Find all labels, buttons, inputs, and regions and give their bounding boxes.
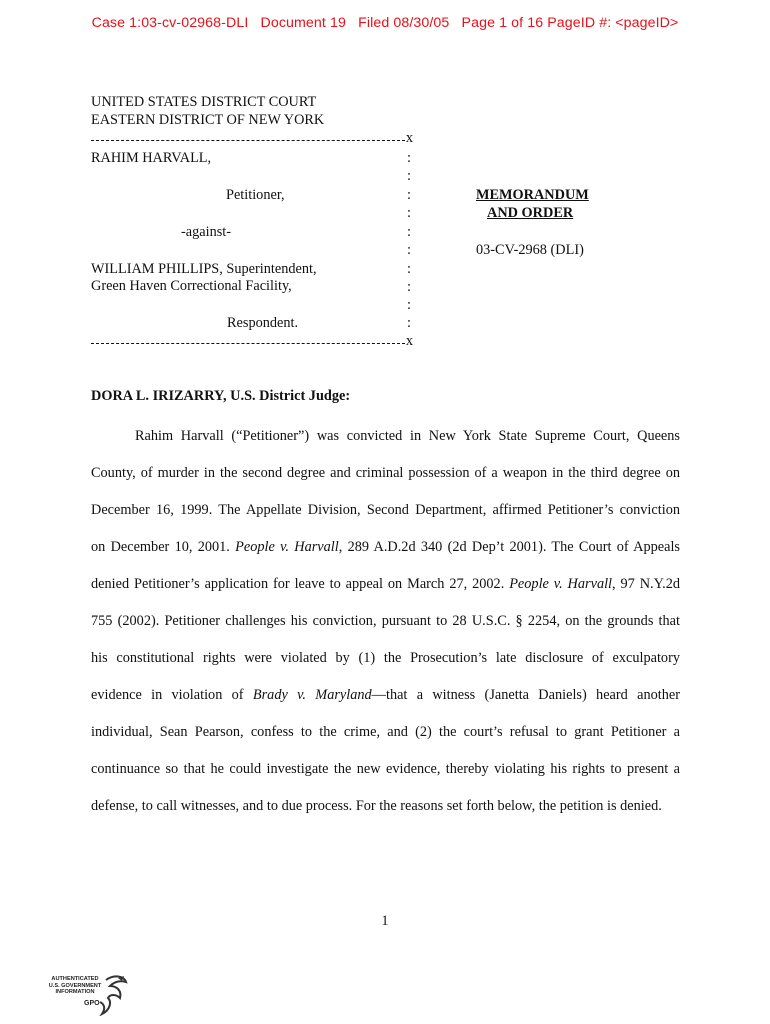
docket-number: 03-CV-2968 (DLI) bbox=[476, 242, 584, 258]
paragraph-line: individual, Sean Pearson, confess to the crime, and (2) the court’s refusal to grant Petitioner a bbox=[91, 724, 680, 740]
caption-colon: : bbox=[407, 150, 411, 166]
page-number: 1 bbox=[381, 913, 389, 929]
paragraph-line: County, of murder in the second degree and criminal possession of a weapon in the third degree on bbox=[91, 465, 680, 481]
respondent-role: Respondent. bbox=[227, 315, 299, 331]
opinion-paragraph bbox=[91, 426, 680, 833]
caption-colon: : bbox=[407, 315, 411, 331]
document-title-line1: MEMORANDUM bbox=[476, 187, 589, 203]
petitioner-role: Petitioner, bbox=[226, 187, 285, 203]
case-citation: People v. Harvall bbox=[235, 539, 339, 555]
caption-bottom-x: x bbox=[405, 336, 413, 349]
court-name-line1: UNITED STATES DISTRICT COURT bbox=[91, 94, 317, 110]
caption-colon: : bbox=[407, 187, 411, 203]
paragraph-line: denied Petitioner’s application for leave to appeal on March 27, 2002. People v. Harvall, 97 N.Y.2d bbox=[91, 576, 680, 592]
case-citation: Brady v. Maryland bbox=[252, 687, 372, 703]
caption-top-rule bbox=[91, 133, 413, 147]
caption-colon: : bbox=[407, 205, 411, 221]
paragraph-line: Rahim Harvall (“Petitioner”) was convicted in New York State Supreme Court, Queens bbox=[135, 428, 680, 444]
paragraph-line: 755 (2002). Petitioner challenges his conviction, pursuant to 28 U.S.C. § 2254, on the grounds that bbox=[91, 613, 680, 629]
petitioner-name: RAHIM HARVALL, bbox=[91, 150, 212, 166]
caption-colon: : bbox=[407, 261, 411, 277]
paragraph-line: continuance so that he could investigate the new evidence, thereby violating his rights to present a bbox=[91, 761, 680, 777]
paragraph-line: evidence in violation of Brady v. Maryland—that a witness (Janetta Daniels) heard another bbox=[91, 687, 680, 703]
respondent-name-line1: WILLIAM PHILLIPS, Superintendent, bbox=[91, 261, 317, 277]
caption-colon: : bbox=[407, 242, 411, 258]
caption-colon: : bbox=[407, 224, 411, 240]
caption-top-x: x bbox=[405, 133, 413, 146]
judge-heading: DORA L. IRIZARRY, U.S. District Judge: bbox=[91, 388, 351, 404]
eagle-icon bbox=[44, 972, 134, 1016]
gpo-authentication-logo bbox=[44, 972, 134, 1016]
caption-colon: : bbox=[407, 297, 411, 313]
respondent-name-line2: Green Haven Correctional Facility, bbox=[91, 278, 292, 294]
gpo-logo-text: AUTHENTICATED U.S. GOVERNMENT INFORMATION bbox=[48, 976, 102, 995]
against-label: -against- bbox=[181, 224, 232, 240]
case-citation: People v. Harvall bbox=[509, 576, 613, 592]
document-title-line2: AND ORDER bbox=[487, 205, 574, 221]
caption-colon: : bbox=[407, 279, 411, 295]
gpo-mark: GPO bbox=[84, 1000, 100, 1007]
paragraph-line: on December 10, 2001. People v. Harvall, 289 A.D.2d 340 (2d Dep’t 2001). The Court of Appeals bbox=[91, 539, 680, 555]
court-name-line2: EASTERN DISTRICT OF NEW YORK bbox=[91, 112, 325, 128]
caption-colon: : bbox=[407, 168, 411, 184]
paragraph-line: December 16, 1999. The Appellate Division, Second Department, affirmed Petitioner’s conviction bbox=[91, 502, 680, 518]
paragraph-line: defense, to call witnesses, and to due process. For the reasons set forth below, the petition is denied. bbox=[91, 798, 662, 814]
paragraph-line: his constitutional rights were violated by (1) the Prosecution’s late disclosure of exculpatory bbox=[91, 650, 680, 666]
caption-bottom-rule bbox=[91, 336, 413, 350]
filing-header-stamp: Case 1:03-cv-02968-DLI Document 19 Filed 08/30/05 Page 1 of 16 PageID #: <pageID> bbox=[91, 15, 679, 31]
